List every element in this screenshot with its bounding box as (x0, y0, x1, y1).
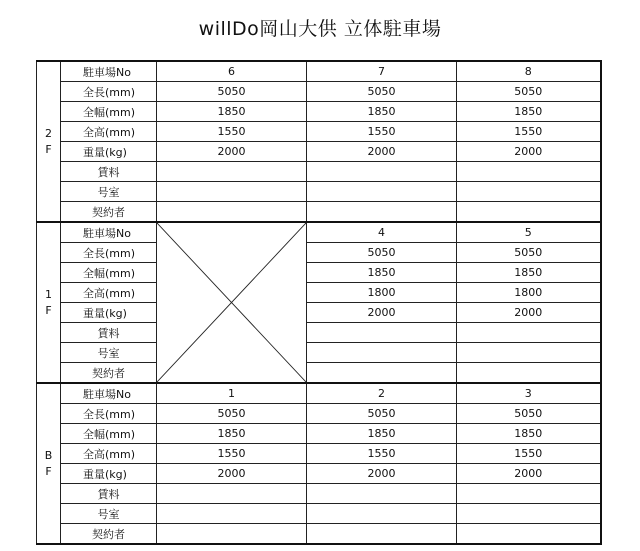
table-row (37, 222, 601, 243)
rent-cell (457, 484, 601, 504)
row-label-tenant: 契約者 (61, 202, 157, 223)
floor-label (37, 61, 61, 222)
table-row (37, 524, 601, 545)
room-cell (457, 504, 601, 524)
row-label-length: 全長(mm) (61, 82, 157, 102)
table-row (37, 504, 601, 524)
floor-char: F (45, 142, 52, 156)
row-label-weight: 重量(kg) (61, 142, 157, 162)
unavailable-space-cross (157, 222, 307, 383)
space-height: 1800 (457, 283, 601, 303)
row-label-room: 号室 (61, 182, 157, 202)
table-row (37, 243, 601, 263)
space-height: 1550 (457, 122, 601, 142)
space-width: 1850 (157, 424, 307, 444)
floor-label (37, 222, 61, 383)
room-cell (307, 504, 457, 524)
space-no: 8 (457, 61, 601, 82)
table-row (37, 484, 601, 504)
space-weight: 2000 (457, 464, 601, 484)
parking-table (36, 60, 602, 545)
space-weight: 2000 (307, 303, 457, 323)
page-title: willDo岡山大供 立体駐車場 (198, 18, 442, 40)
row-label-weight: 重量(kg) (61, 303, 157, 323)
table-row (37, 404, 601, 424)
space-width: 1850 (457, 424, 601, 444)
room-cell (457, 343, 601, 363)
row-label-room: 号室 (61, 343, 157, 363)
row-label-tenant: 契約者 (61, 363, 157, 384)
space-length: 5050 (457, 243, 601, 263)
space-no: 6 (157, 61, 307, 82)
row-label-no: 駐車場No (61, 61, 157, 82)
space-width: 1850 (307, 102, 457, 122)
space-weight: 2000 (307, 142, 457, 162)
table-row (37, 363, 601, 384)
space-length: 5050 (307, 82, 457, 102)
space-height: 1550 (307, 444, 457, 464)
space-no: 2 (307, 383, 457, 404)
space-length: 5050 (157, 82, 307, 102)
floor-char: F (45, 464, 52, 478)
tenant-cell (457, 363, 601, 384)
space-width: 1850 (457, 102, 601, 122)
row-label-rent: 賃料 (61, 162, 157, 182)
row-label-length: 全長(mm) (61, 404, 157, 424)
row-label-tenant: 契約者 (61, 524, 157, 545)
room-cell (307, 343, 457, 363)
row-label-width: 全幅(mm) (61, 102, 157, 122)
tenant-cell (307, 202, 457, 223)
room-cell (457, 182, 601, 202)
table-row (37, 61, 601, 82)
row-label-width: 全幅(mm) (61, 424, 157, 444)
space-weight: 2000 (307, 464, 457, 484)
space-height: 1800 (307, 283, 457, 303)
table-row (37, 424, 601, 444)
space-no: 3 (457, 383, 601, 404)
row-label-weight: 重量(kg) (61, 464, 157, 484)
table-row (37, 303, 601, 323)
space-no: 7 (307, 61, 457, 82)
tenant-cell (157, 524, 307, 545)
tenant-cell (307, 363, 457, 384)
table-row (37, 383, 601, 404)
table-row (37, 182, 601, 202)
table-row (37, 343, 601, 363)
row-label-rent: 賃料 (61, 484, 157, 504)
table-row (37, 464, 601, 484)
space-height: 1550 (457, 444, 601, 464)
table-row (37, 122, 601, 142)
space-width: 1850 (457, 263, 601, 283)
room-cell (157, 182, 307, 202)
floor-char: 1 (45, 287, 52, 301)
space-no: 4 (307, 222, 457, 243)
space-length: 5050 (457, 82, 601, 102)
rent-cell (307, 323, 457, 343)
tenant-cell (457, 202, 601, 223)
room-cell (157, 504, 307, 524)
row-label-height: 全高(mm) (61, 283, 157, 303)
table-row (37, 82, 601, 102)
row-label-no: 駐車場No (61, 383, 157, 404)
floor-char: B (44, 448, 53, 462)
space-width: 1850 (157, 102, 307, 122)
space-weight: 2000 (457, 142, 601, 162)
space-no: 1 (157, 383, 307, 404)
floor-label (37, 383, 61, 544)
space-length: 5050 (307, 243, 457, 263)
table-row (37, 142, 601, 162)
floor-char: F (45, 303, 52, 317)
space-weight: 2000 (157, 464, 307, 484)
space-width: 1850 (307, 263, 457, 283)
cross-mark (157, 223, 306, 382)
row-label-height: 全高(mm) (61, 122, 157, 142)
space-length: 5050 (157, 404, 307, 424)
row-label-rent: 賃料 (61, 323, 157, 343)
table-row (37, 263, 601, 283)
floor-char: 2 (45, 126, 52, 140)
tenant-cell (307, 524, 457, 545)
table-row (37, 162, 601, 182)
space-weight: 2000 (157, 142, 307, 162)
space-height: 1550 (157, 122, 307, 142)
rent-cell (157, 162, 307, 182)
space-height: 1550 (157, 444, 307, 464)
tenant-cell (457, 524, 601, 545)
row-label-width: 全幅(mm) (61, 263, 157, 283)
table-row (37, 323, 601, 343)
row-label-length: 全長(mm) (61, 243, 157, 263)
rent-cell (307, 162, 457, 182)
space-height: 1550 (307, 122, 457, 142)
rent-cell (307, 484, 457, 504)
row-label-height: 全高(mm) (61, 444, 157, 464)
tenant-cell (157, 202, 307, 223)
row-label-no: 駐車場No (61, 222, 157, 243)
space-weight: 2000 (457, 303, 601, 323)
table-row (37, 444, 601, 464)
table-row (37, 102, 601, 122)
space-width: 1850 (307, 424, 457, 444)
rent-cell (457, 323, 601, 343)
rent-cell (157, 484, 307, 504)
table-row (37, 283, 601, 303)
row-label-room: 号室 (61, 504, 157, 524)
space-length: 5050 (307, 404, 457, 424)
space-no: 5 (457, 222, 601, 243)
space-length: 5050 (457, 404, 601, 424)
room-cell (307, 182, 457, 202)
table-row (37, 202, 601, 223)
rent-cell (457, 162, 601, 182)
